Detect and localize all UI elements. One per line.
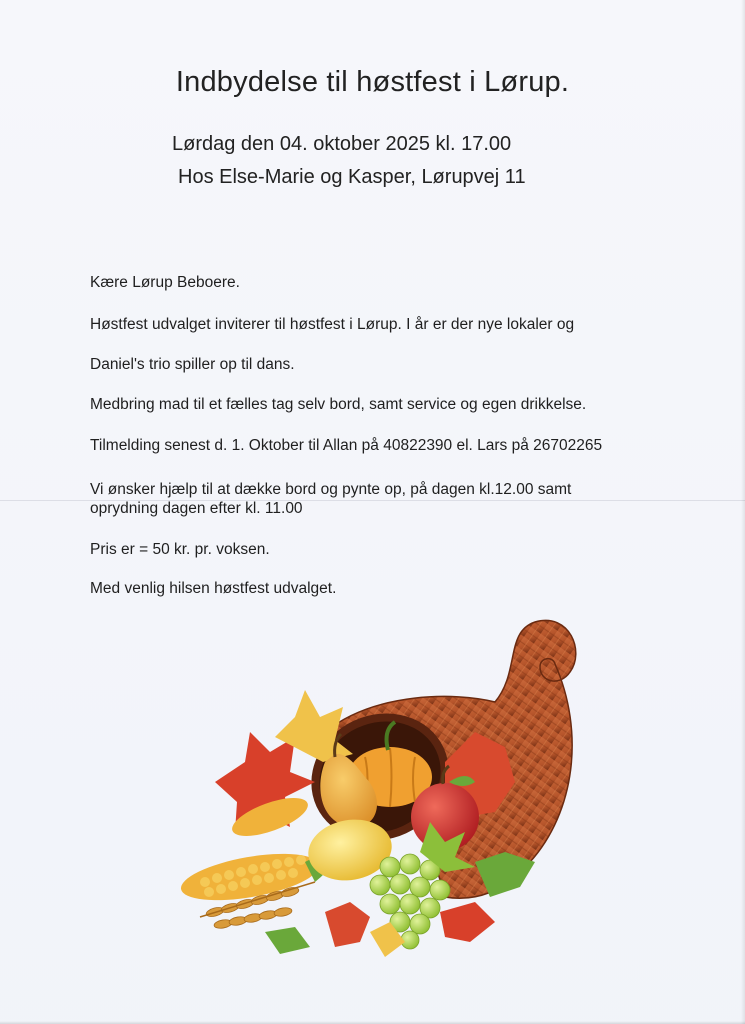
signup-line: Tilmelding senest d. 1. Oktober til Allan på 40822390 el. Lars på 26702265 [90,437,603,454]
greeting: Kære Lørup Beboere. [90,274,240,291]
cornucopia-icon [175,612,595,962]
closing-line: Med venlig hilsen høstfest udvalget. [90,580,337,597]
page-edge-shadow [741,0,745,1024]
intro-line-1: Høstfest udvalget inviterer til høstfest i Lørup. I år er der nye lokaler og [90,316,575,333]
event-date-line: Lørdag den 04. oktober 2025 kl. 17.00 [172,133,512,155]
bring-food-line: Medbring mad til et fælles tag selv bord, samt service og egen drikkelse. [90,396,587,413]
autumn-leaves-front [265,902,495,957]
invitation-title: Indbydelse til høstfest i Lørup. [175,66,570,98]
help-line-1: Vi ønsker hjælp til at dække bord og pynte op, på dagen kl.12.00 samt [90,481,572,498]
help-line-2: oprydning dagen efter kl. 11.00 [90,500,303,517]
price-line: Pris er = 50 kr. pr. voksen. [90,541,270,558]
intro-line-2: Daniel's trio spiller op til dans. [90,356,295,373]
help-request [90,480,571,518]
event-location-line: Hos Else-Marie og Kasper, Lørupvej 11 [178,166,526,188]
